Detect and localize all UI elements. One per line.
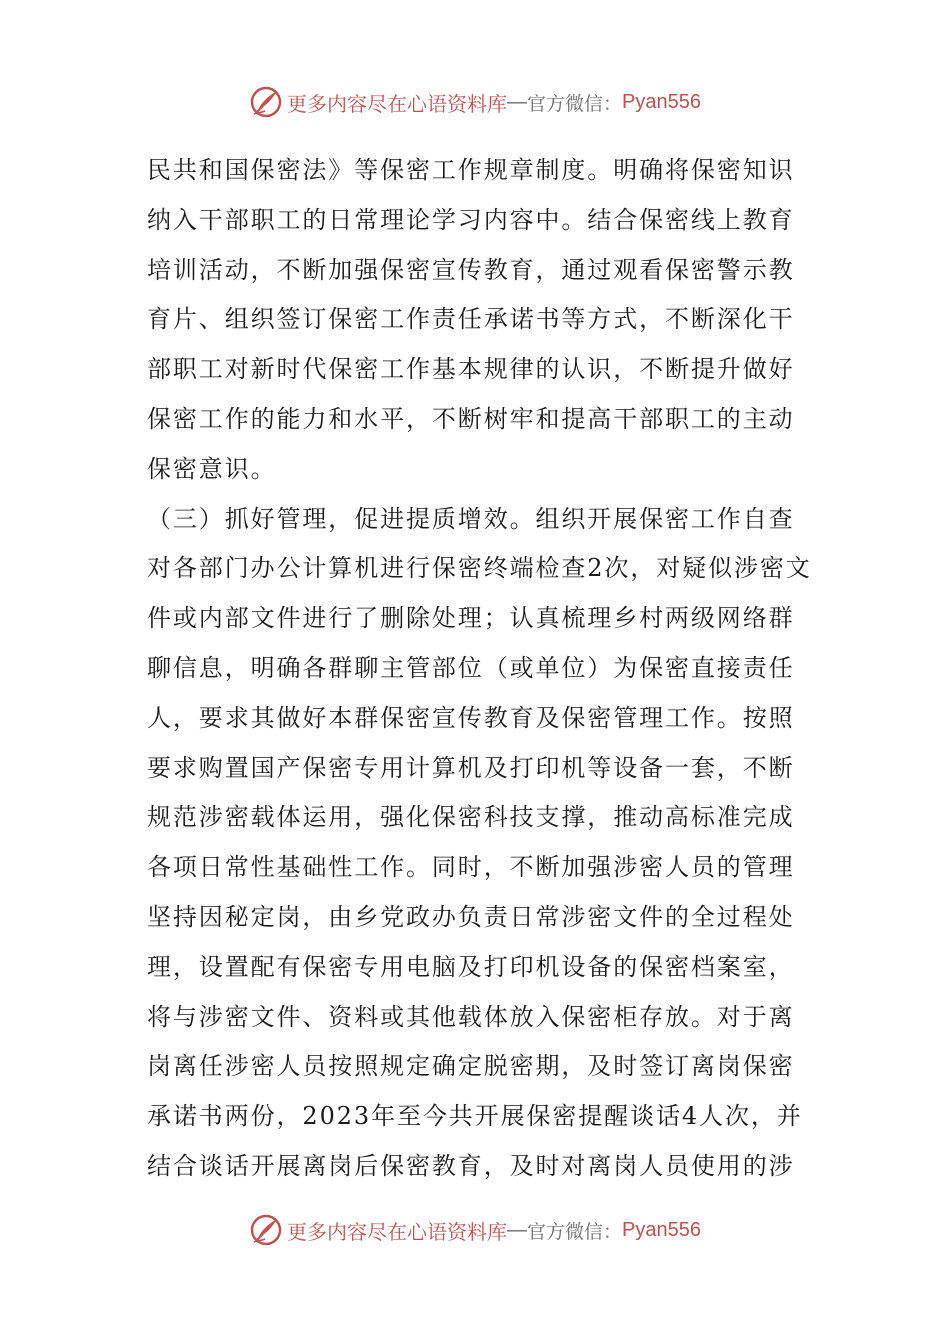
- body-line: 要求购置国产保密专用计算机及打印机等设备一套，不断: [147, 753, 795, 782]
- body-line: 承诺书两份，2023年至今共开展保密提醒谈话4人次，并: [147, 1102, 803, 1131]
- body-line: 理，设置配有保密专用电脑及打印机设备的保密档案室，: [147, 952, 795, 981]
- body-line: 各项日常性基础性工作。同时，不断加强涉密人员的管理: [147, 853, 795, 882]
- banner-contact-label: 官方微信：: [527, 1220, 623, 1243]
- body-line: 结合谈话开展离岗后保密教育，及时对离岗人员使用的涉: [147, 1151, 795, 1180]
- banner-separator: —: [507, 1218, 527, 1241]
- quill-pen-logo-icon: [249, 85, 283, 119]
- body-line: 岗离任涉密人员按照规定确定脱密期，及时签订离岗保密: [147, 1052, 795, 1081]
- body-line: 规范涉密载体运用，强化保密科技支撑，推动高标准完成: [147, 803, 795, 832]
- body-line: 聊信息，明确各群聊主管部位（或单位）为保密直接责任: [147, 653, 795, 682]
- body-line: 保密工作的能力和水平，不断树牢和提高干部职工的主动: [147, 404, 795, 433]
- document-body: [147, 146, 812, 1192]
- banner-separator: —: [507, 90, 527, 113]
- banner-brand-text: 更多内容尽在心语资料库: [287, 91, 507, 116]
- section-heading-line: （三）抓好管理，促进提质增效。组织开展保密工作自查: [147, 504, 795, 533]
- body-line: 坚持因秘定岗，由乡党政办负责日常涉密文件的全过程处: [147, 902, 795, 931]
- body-line: 件或内部文件进行了删除处理；认真梳理乡村两级网络群: [147, 604, 795, 633]
- body-line: 人，要求其做好本群保密宣传教育及保密管理工作。按照: [147, 703, 795, 732]
- body-line: 对各部门办公计算机进行保密终端检查2次，对疑似涉密文: [147, 554, 812, 583]
- body-line: 纳入干部职工的日常理论学习内容中。结合保密线上教育: [147, 205, 795, 234]
- banner-wechat-id: Pyan556: [622, 1218, 701, 1241]
- banner-wechat-id: Pyan556: [622, 90, 701, 113]
- body-line: 部职工对新时代保密工作基本规律的认识，不断提升做好: [147, 355, 795, 384]
- body-line: 将与涉密文件、资料或其他载体放入保密柜存放。对于离: [147, 1002, 795, 1031]
- header-banner: [0, 82, 950, 122]
- banner-contact-label: 官方微信：: [527, 92, 623, 115]
- banner-brand-text: 更多内容尽在心语资料库: [287, 1219, 507, 1244]
- quill-pen-logo-icon: [249, 1213, 283, 1247]
- body-line: 民共和国保密法》等保密工作规章制度。明确将保密知识: [147, 156, 795, 184]
- body-line: 保密意识。: [147, 454, 277, 483]
- footer-banner: [0, 1210, 950, 1250]
- body-line: 培训活动，不断加强保密宣传教育，通过观看保密警示教: [147, 255, 795, 284]
- body-line: 育片、组织签订保密工作责任承诺书等方式，不断深化干: [147, 305, 795, 334]
